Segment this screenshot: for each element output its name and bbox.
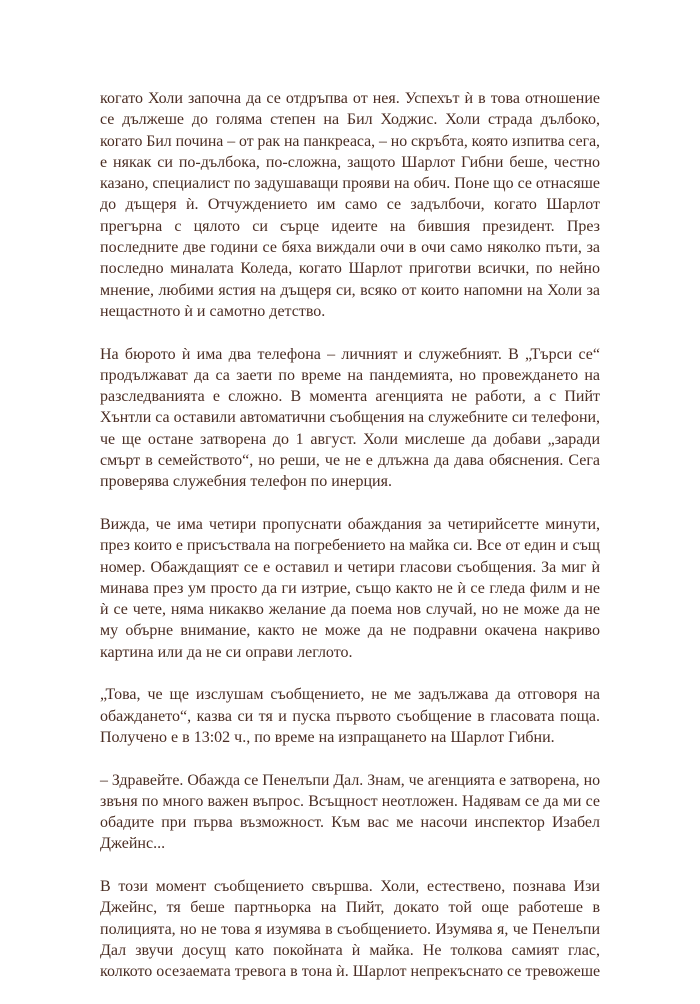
text-line: обадите при първа възможност. Към вас ме насочи инспектор Изабел [100,814,600,832]
text-line: В този момент съобщението свършва. Холи, естествено, познава Изи [100,877,600,895]
text-line: продължават да са заети по време на пандемията, но провеждането на [100,366,600,384]
text-line: разследванията е сложно. В момента агенцията не работи, а с Пийт [100,388,600,406]
text-line: последните две години се бяха виждали очи в очи само няколко пъти, за [100,239,600,257]
text-line: прегърна с цялото си сърце идеите на бившия президент. През [100,217,600,235]
paragraph-1 [100,88,600,322]
text-line: проверява служебния телефон по инерция. [100,473,392,491]
text-line: На бюрото ѝ има два телефона – личният и служебният. В „Търси се“ [100,345,600,363]
text-line: полицията, но не това я изумява в съобщението. Изумява я, че Пенелъпи [100,920,600,938]
text-line: се дължеше до голяма степен на Бил Ходжис. Холи страда дълбоко, [100,111,600,129]
paragraph-6 [100,876,600,982]
paragraph-5 [100,770,600,855]
text-line: казано, специалист по задушаващи прояви на обич. Поне що се отнасяше [100,175,600,193]
paragraph-3 [100,514,600,663]
text-line: когато Холи започна да се отдръпва от нея. Успехът ѝ в това отношение [100,90,600,107]
text-line: картина или да не си оправи леглото. [100,643,353,661]
text-line: през които е присъствала на погребението на майка си. Все от един и същ [100,537,600,555]
text-line: последно миналата Коледа, когато Шарлот приготви всички, по нейно [100,260,600,278]
text-line: „Това, че ще изслушам съобщението, не ме задължава да отговоря на [100,686,600,704]
text-line: Получено е в 13:02 ч., по време на изпращането на Шарлот Гибни. [100,728,555,746]
text-line: Дал звучи досущ като покойната ѝ майка. Не толкова самият глас, [100,941,600,959]
text-line: Джейнс, тя беше партньорка на Пийт, докато той още работеше в [100,899,600,917]
text-line: че ще остане затворена до 1 август. Холи мислеше да добави „заради [100,430,600,448]
text-line: колкото осезаемата тревога в тона ѝ. Шарлот непрекъснато се тревожеше [100,963,601,981]
paragraph-4 [100,684,600,748]
text-line: смърт в семейството“, но реши, че не е длъжна да дава обяснения. Сега [100,452,600,470]
text-line: минава през ум просто да ги изтрие, също както не ѝ се гледа филм и не [100,579,600,597]
text-line: Вижда, че има четири пропуснати обаждания за четирийсетте минути, [100,515,600,533]
text-line: обаждането“, казва си тя и пуска първото съобщение в гласовата поща. [100,707,600,725]
text-line: когато Бил почина – от рак на панкреаса, – но скръбта, която изпитва сега, [100,132,600,150]
text-line: ѝ се чете, няма никакво желание да поема нов случай, но не може да не [100,601,600,619]
text-line: му обърне внимание, както не може да не подравни окачена накриво [100,622,600,640]
page-body [100,88,600,1004]
text-line: мнение, любими ястия на дъщеря си, всяко от които напомни на Холи за [100,281,600,299]
text-line: звъня по много важен въпрос. Всъщност неотложен. Надявам се да ми се [100,792,600,810]
paragraph-2 [100,344,600,493]
text-line: е някак си по-дълбока, по-сложна, защото Шарлот Гибни беше, честно [100,153,600,171]
text-line: Хънтли са оставили автоматични съобщения на служебните си телефони, [100,409,600,427]
text-line: Джейнс... [100,835,166,853]
text-line: нещастното ѝ и самотно детство. [100,302,326,320]
text-line: номер. Обаждащият се е оставил и четири гласови съобщения. За миг ѝ [100,558,600,576]
text-line: до дъщеря ѝ. Отчуждението им само се задълбочи, когато Шарлот [100,196,600,214]
text-line: – Здравейте. Обажда се Пенелъпи Дал. Знам, че агенцията е затворена, но [100,771,600,789]
